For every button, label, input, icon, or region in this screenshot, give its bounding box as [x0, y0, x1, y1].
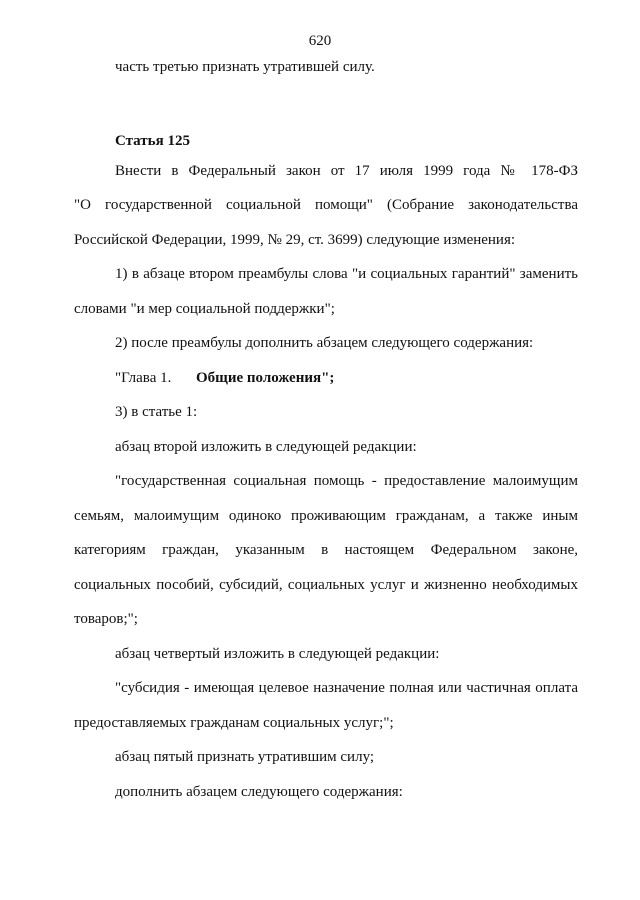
- text-line: 2) после преамбулы дополнить абзацем следующего содержания:: [115, 335, 534, 351]
- page-number: 620: [308, 33, 332, 49]
- text-line: абзац пятый признать утратившим силу;: [115, 749, 375, 765]
- text-line: часть третью признать утратившей силу.: [115, 59, 375, 75]
- text-line: 3) в статье 1:: [115, 404, 198, 420]
- text-line: Внести в Федеральный закон от 17 июля 1999 года № 178-ФЗ: [115, 163, 578, 179]
- text-line: товаров;";: [74, 611, 138, 627]
- text-line: категориям граждан, указанным в настоящем Федеральном законе,: [74, 542, 578, 558]
- text-line: семьям, малоимущим одиноко проживающим гражданам, а также иным: [74, 508, 578, 524]
- text-line: социальных пособий, субсидий, социальных услуг и жизненно необходимых: [74, 577, 578, 593]
- text-line: 1) в абзаце втором преамбулы слова "и социальных гарантий" заменить: [115, 266, 578, 282]
- chapter-label: "Глава 1.: [115, 370, 172, 386]
- text-line: "государственная социальная помощь - предоставление малоимущим: [115, 473, 578, 489]
- article-heading: Статья 125: [115, 133, 190, 149]
- text-line: абзац второй изложить в следующей редакции:: [115, 439, 417, 455]
- chapter-title: Общие положения";: [196, 370, 335, 386]
- text-line: абзац четвертый изложить в следующей редакции:: [115, 646, 440, 662]
- text-line: предоставляемых гражданам социальных услуг;";: [74, 715, 394, 731]
- text-line: "О государственной социальной помощи" (Собрание законодательства: [74, 197, 578, 213]
- text-line: Российской Федерации, 1999, № 29, ст. 3699) следующие изменения:: [74, 232, 516, 248]
- text-line: дополнить абзацем следующего содержания:: [115, 784, 403, 800]
- text-line: "субсидия - имеющая целевое назначение полная или частичная оплата: [115, 680, 578, 696]
- text-line: словами "и мер социальной поддержки";: [74, 301, 335, 317]
